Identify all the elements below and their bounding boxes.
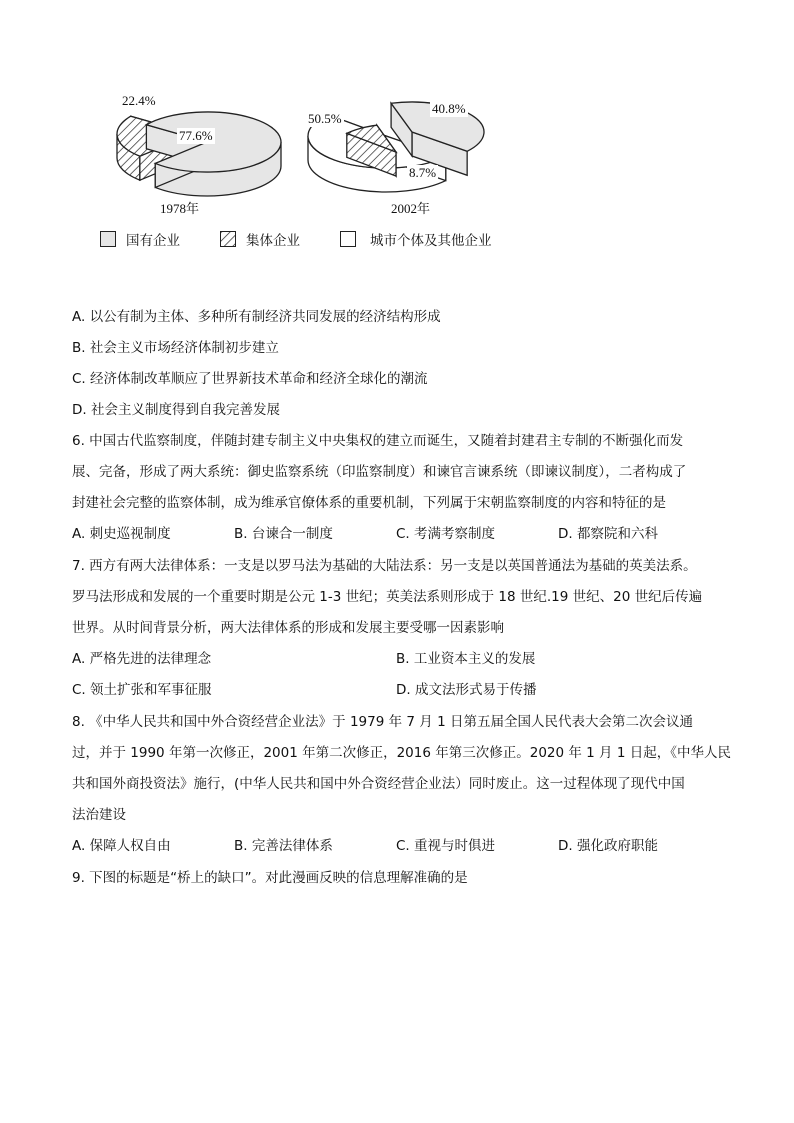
- legend-label-private: 城市个体及其他企业: [370, 233, 492, 249]
- pie-chart-1978: [117, 112, 281, 196]
- q6-stem-line-1: 6. 中国古代监察制度，伴随封建专制主义中央集权的建立而诞生，又随着封建君主专制的不断强化而发: [72, 433, 684, 449]
- q8-stem-line-3: 共和国外商投资法》施行，(中华人民共和国中外合资经营企业法）同时废止。这一过程体现了现代中国: [72, 776, 685, 792]
- slice-label-2002-collective: 8.7%: [409, 165, 437, 180]
- q6-option-d: D. 都察院和六科: [558, 526, 658, 542]
- q5-option-a: A. 以公有制为主体、多种所有制经济共同发展的经济结构形成: [72, 309, 441, 325]
- q8-option-d: D. 强化政府职能: [558, 838, 658, 854]
- legend-label-collective: 集体企业: [246, 233, 300, 249]
- q7-option-d: D. 成文法形式易于传播: [396, 682, 537, 698]
- q8-stem-line-1: 8. 《中华人民共和国中外合资经营企业法》于 1979 年 7 月 1 日第五届全国人民代表大会第二次会议通: [72, 714, 693, 730]
- q8-option-a: A. 保障人权自由: [72, 838, 171, 854]
- legend-item-state: [100, 229, 180, 249]
- q7-option-a: A. 严格先进的法律理念: [72, 651, 212, 667]
- q9-stem-line-1: 9. 下图的标题是“桥上的缺口”。对此漫画反映的信息理解准确的是: [72, 870, 468, 886]
- slice-label-1978-collective: 22.4%: [122, 93, 156, 108]
- q8-stem-line-4: 法治建设: [72, 807, 126, 823]
- q7-stem-line-3: 世界。从时间背景分析，两大法律体系的形成和发展主要受哪一因素影响: [72, 620, 504, 636]
- q6-option-a: A. 刺史巡视制度: [72, 526, 171, 542]
- legend-swatch-private: [340, 231, 356, 247]
- legend-swatch-collective: [220, 231, 236, 247]
- year-label-1978: 1978年: [160, 201, 200, 216]
- legend-item-private: [340, 229, 492, 249]
- q8-option-c: C. 重视与时俱进: [396, 838, 496, 854]
- chart-legend: [100, 229, 520, 249]
- slice-label-2002-state: 40.8%: [432, 101, 466, 116]
- legend-item-collective: [220, 229, 300, 249]
- q5-option-b: B. 社会主义市场经济体制初步建立: [72, 340, 279, 356]
- q5-option-c: C. 经济体制改革顺应了世界新技术革命和经济全球化的潮流: [72, 371, 428, 387]
- q5-option-d: D. 社会主义制度得到自我完善发展: [72, 402, 280, 418]
- q7-option-c: C. 领土扩张和军事征服: [72, 682, 212, 698]
- q8-stem-line-2: 过，并于 1990 年第一次修正，2001 年第二次修正，2016 年第三次修正。2020 年 1 月 1 日起，《中华人民: [72, 745, 731, 761]
- q8-option-b: B. 完善法律体系: [234, 838, 333, 854]
- q7-stem-line-1: 7. 西方有两大法律体系：一支是以罗马法为基础的大陆法系：另一支是以英国普通法为基础的英美法系。: [72, 558, 697, 574]
- legend-swatch-state: [100, 231, 116, 247]
- slice-label-2002-private: 50.5%: [308, 111, 342, 126]
- q6-option-b: B. 台谏合一制度: [234, 526, 333, 542]
- q6-stem-line-3: 封建社会完整的监察体制，成为维承官僚体系的重要机制，下列属于宋朝监察制度的内容和特征的是: [72, 495, 666, 511]
- q6-option-c: C. 考满考察制度: [396, 526, 496, 542]
- q7-option-b: B. 工业资本主义的发展: [396, 651, 536, 667]
- legend-label-state: 国有企业: [126, 233, 180, 249]
- year-label-2002: 2002年: [391, 201, 431, 216]
- q6-stem-line-2: 展、完备，形成了两大系统：御史监察系统（印监察制度）和谏官言谏系统（即谏议制度），二者构成了: [72, 464, 687, 480]
- slice-label-1978-state: 77.6%: [179, 128, 213, 143]
- q7-stem-line-2: 罗马法形成和发展的一个重要时期是公元 1-3 世纪；英美法系则形成于 18 世纪.19 世纪、20 世纪后传遍: [72, 589, 703, 605]
- slice-1978-state: [146, 112, 281, 196]
